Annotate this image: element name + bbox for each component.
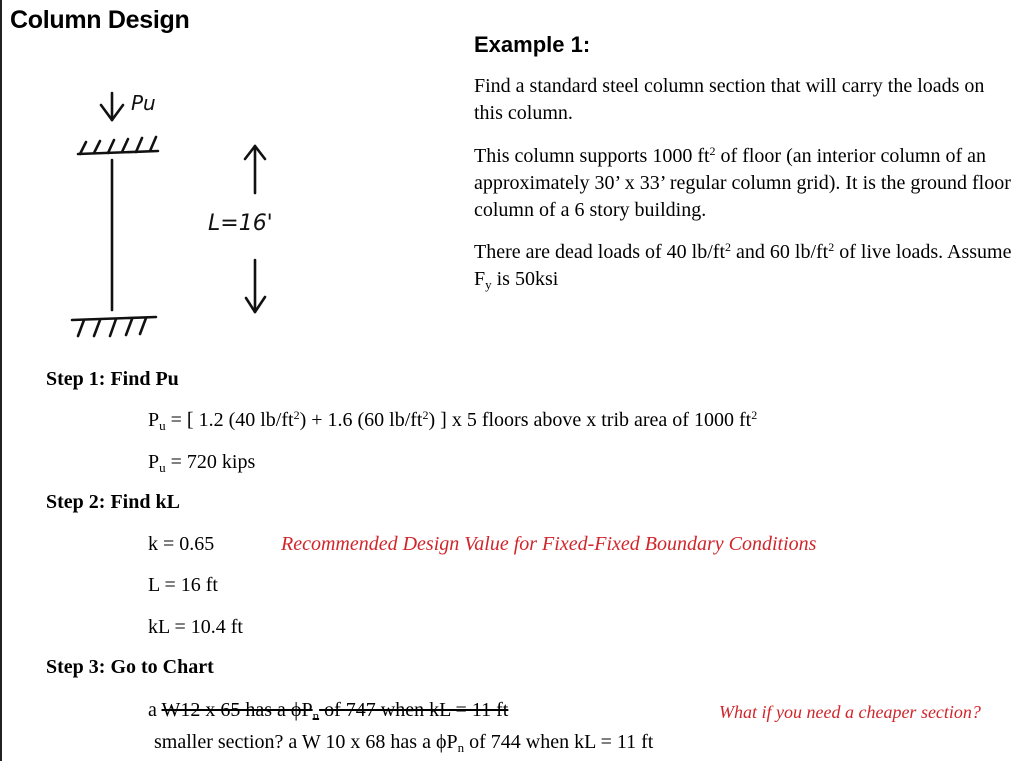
load-label: Pu (131, 91, 156, 115)
step2-length: L = 16 ft (148, 574, 218, 596)
page-left-border (0, 0, 2, 761)
step1-equation-1: $P_u$ = [ 1.2 (40 $lb/ft^2) + 1.6$ (60 $lb/ft^2$) ] x 5 floors above x trib area of 1000 $ft^2$ (148, 408, 758, 433)
step3-line-1: a W12 x 65 has a $\phi P_n$ of 747 when kL = 11 ft (148, 699, 509, 723)
top-support-icon (78, 137, 158, 154)
length-up-arrow-icon (245, 146, 265, 193)
example-paragraph-1: Find a standard steel column section that will carry the loads on this column. (474, 75, 985, 124)
step3-heading: Step 3: Go to Chart (46, 656, 214, 678)
step1-equation-2: $P_u = 720$ kips (148, 451, 256, 475)
step2-k-value: k = 0.65 (148, 533, 215, 555)
example-title: Example 1: (474, 32, 591, 57)
column-diagram (60, 80, 310, 355)
load-arrow-icon (101, 93, 123, 120)
length-label: L=16' (208, 211, 273, 236)
length-down-arrow-icon (246, 260, 265, 312)
page-title: Column Design (10, 6, 190, 34)
struck-section-text: W12 x 65 has a $\phi P_n$ of 747 when kL = 11 ft (161, 699, 509, 723)
bottom-support-icon (72, 317, 156, 336)
example-paragraph-3: There are dead loads of 40 $lb/ft^2$ and 60 $lb/ft^2$ of live loads. Assume $F_y$ is 50ksi (474, 240, 1012, 292)
step3-line-2: smaller section? a W 10 x 68 has a $\phi P_n$ of 744 when kL = 11 ft (154, 731, 654, 755)
step1-heading: Step 1: Find Pu (46, 368, 179, 390)
step3-note: What if you need a cheaper section? (719, 702, 981, 722)
step2-heading: Step 2: Find kL (46, 491, 180, 513)
example-paragraph-2: This column supports 1000 $ft^2$ of floor (an interior column of an approximately 30’ x 33’ regular column grid). It is the ground floor column of a 6 story building. (474, 144, 1011, 221)
step2-kl: kL = 10.4 ft (148, 616, 243, 638)
step2-note: Recommended Design Value for Fixed-Fixed Boundary Conditions (281, 533, 817, 555)
